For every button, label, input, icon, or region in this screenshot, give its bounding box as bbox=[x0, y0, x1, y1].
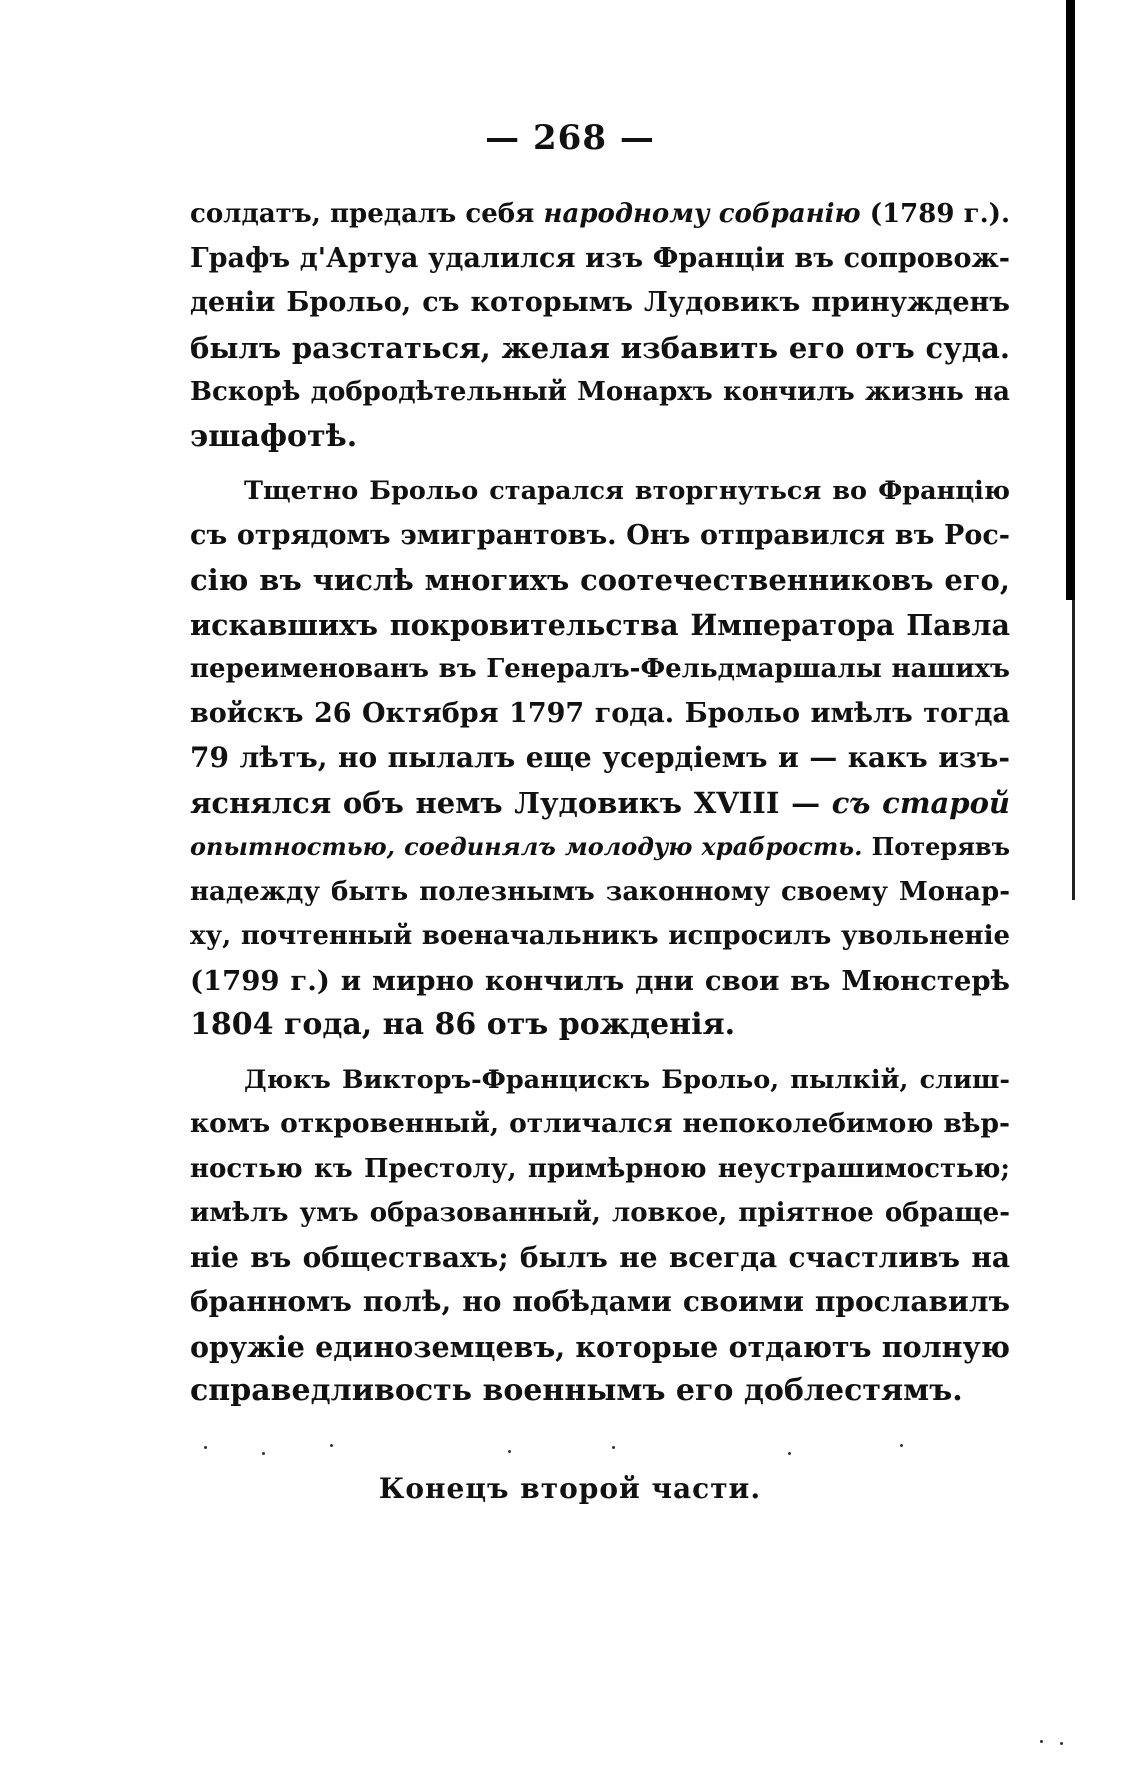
body-text bbox=[190, 192, 1010, 1414]
scan-speck bbox=[204, 1446, 207, 1449]
scan-speck bbox=[900, 1444, 903, 1447]
scan-edge-shadow bbox=[1066, 0, 1075, 600]
part-ending: Конецъ второй части. bbox=[378, 1472, 762, 1505]
scan-speck bbox=[262, 1452, 265, 1455]
italic-run: народному собранію bbox=[543, 199, 861, 229]
text-line: войскъ 26 Октября 1797 года. Брольо имѣлъ тогда bbox=[190, 697, 1010, 729]
text-line: имѣлъ умъ образованный, ловкое, пріятное обраще- bbox=[190, 1198, 1010, 1228]
scan-edge-line bbox=[1072, 600, 1075, 900]
text-line: ніе въ обществахъ; былъ не всегда счастливъ на bbox=[190, 1240, 1010, 1274]
text-line: (1799 г.) и мирно кончилъ дни свои въ Мюнстерѣ bbox=[190, 964, 1010, 997]
text-line: былъ разстаться, желая избавить его отъ суда. bbox=[190, 330, 1010, 365]
text-run: Потерявъ bbox=[862, 832, 1011, 861]
paragraph-gap bbox=[190, 459, 1010, 469]
text-line bbox=[190, 192, 1010, 237]
text-run: (1789 г.). bbox=[860, 199, 1010, 229]
text-line: 1804 года, на 86 отъ рожденія. bbox=[190, 1007, 736, 1042]
text-run: яснялся объ немъ Лудовикъ XVIII — bbox=[190, 785, 832, 820]
scan-speck bbox=[508, 1450, 511, 1453]
text-run: солдатъ, предалъ себя bbox=[190, 199, 544, 229]
text-line: Графъ д'Артуа удалился изъ Франціи въ сопровож- bbox=[190, 242, 1010, 274]
italic-run: съ старой bbox=[831, 785, 1010, 820]
text-line: бранномъ полѣ, но побѣдами своими прославилъ bbox=[190, 1285, 1010, 1318]
text-line: искавшихъ покровительства Императора Павла bbox=[190, 607, 1010, 642]
scan-speck bbox=[612, 1446, 615, 1449]
text-line: надежду быть полезнымъ законному своему Монар- bbox=[190, 876, 1010, 907]
text-line: 79 лѣтъ, но пылалъ еще усердіемъ и — какъ изъ- bbox=[190, 741, 1010, 774]
text-line: оружіе единоземцевъ, которые отдаютъ полную bbox=[190, 1329, 1010, 1364]
text-line: переименованъ въ Генералъ-Фельдмаршалы нашихъ bbox=[190, 654, 1010, 684]
text-line: эшафотѣ. bbox=[190, 418, 358, 454]
text-line: Дюкъ Викторъ-Францискъ Брольо, пылкій, слиш- bbox=[244, 1064, 1010, 1095]
text-line: ху, почтенный военачальникъ испросилъ увольненіе bbox=[190, 921, 1010, 951]
text-line: Тщетно Брольо старался вторгнуться во Францію bbox=[244, 476, 1010, 506]
scan-speck bbox=[1040, 1740, 1043, 1743]
page-number: — 268 — bbox=[485, 118, 655, 158]
text-line: ностью къ Престолу, примѣрною неустрашимостью; bbox=[190, 1153, 1010, 1184]
text-line bbox=[190, 825, 1010, 870]
paragraph-gap bbox=[190, 1048, 1010, 1058]
text-line: комъ откровенный, отличался непоколебимою вѣр- bbox=[190, 1108, 1010, 1139]
scan-speck bbox=[788, 1452, 791, 1455]
italic-run: опытностью, соединялъ молодую храбрость. bbox=[190, 832, 863, 861]
text-line: справедливость военнымъ его доблестямъ. bbox=[190, 1373, 963, 1408]
text-line: деніи Брольо, съ которымъ Лудовикъ принужденъ bbox=[190, 287, 1010, 318]
text-line: съ отрядомъ эмигрантовъ. Онъ отправился въ Рос- bbox=[190, 519, 1010, 551]
scan-speck bbox=[1060, 1742, 1063, 1745]
scan-speck bbox=[330, 1444, 333, 1447]
text-line: Вскорѣ добродѣтельный Монархъ кончилъ жизнь на bbox=[190, 377, 1010, 407]
text-line bbox=[190, 781, 1010, 826]
text-line: сію въ числѣ многихъ соотечественниковъ его, bbox=[190, 563, 1010, 597]
